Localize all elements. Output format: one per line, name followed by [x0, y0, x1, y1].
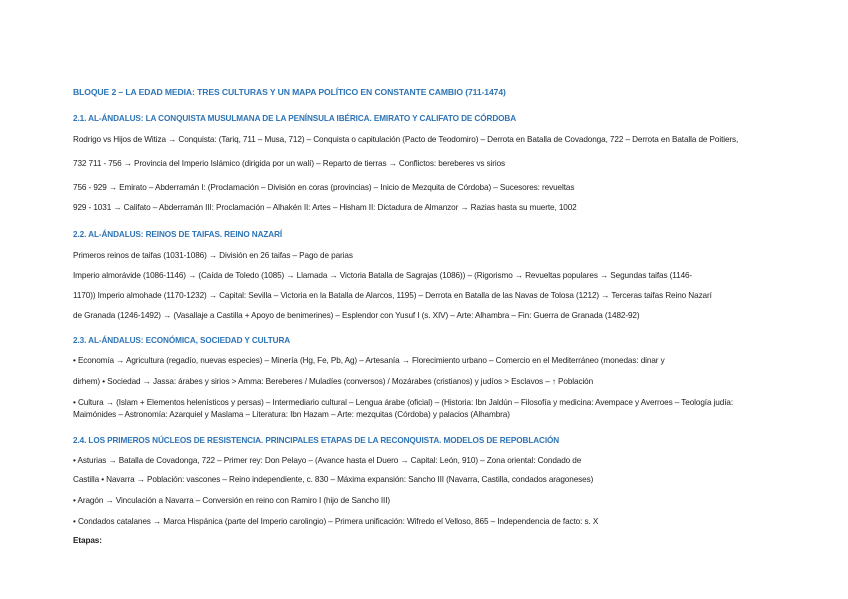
text-line: Primeros reinos de taifas (1031-1086) → División en 26 taifas – Pago de parias — [73, 251, 353, 260]
text-line: • Cultura → (Islam + Elementos helenísticos y persas) – Intermediario cultural – Lengua árabe (oficial) – (Historia: Ibn Jaldún – Filosofía y medicina: Avempace y Averroes – Teología judía: — [73, 398, 734, 407]
text-line: 756 - 929 → Emirato – Abderramán I: (Proclamación – División en coras (provincias) – Inicio de Mezquita de Córdoba) – Sucesores: revueltas — [73, 183, 575, 192]
text-line: de Granada (1246-1492) → (Vasallaje a Castilla + Apoyo de benimerines) – Esplendor con Yusuf I (s. XIV) – Arte: Alhambra – Fin: Guerra de Granada (1482-92) — [73, 311, 640, 320]
text-line: • Asturias → Batalla de Covadonga, 722 – Primer rey: Don Pelayo – (Avance hasta el Duero → Capital: León, 910) – Zona oriental: Condado de — [73, 456, 582, 465]
section-heading-2-1: 2.1. AL-ÁNDALUS: LA CONQUISTA MUSULMANA DE LA PENÍNSULA IBÉRICA. EMIRATO Y CALIFATO DE CÓRDOBA — [73, 114, 517, 123]
section-heading-2-2: 2.2. AL-ÁNDALUS: REINOS DE TAIFAS. REINO NAZARÍ — [73, 230, 283, 239]
text-line: Castilla • Navarra → Población: vascones – Reino independiente, c. 830 – Máxima expansión: Sancho III (Navarra, Castilla, condados aragoneses) — [73, 475, 594, 484]
text-line: 732 711 - 756 → Provincia del Imperio Islámico (dirigida por un walí) – Reparto de tierras → Conflictos: bereberes vs sirios — [73, 159, 506, 168]
document-title: BLOQUE 2 – LA EDAD MEDIA: TRES CULTURAS Y UN MAPA POLÍTICO EN CONSTANTE CAMBIO (711-1474) — [73, 87, 506, 97]
text-line: dirhem) • Sociedad → Jassa: árabes y sirios > Amma: Bereberes / Muladíes (conversos) / Mozárabes (cristianos) y judíos > Esclavos – ↑ Población — [73, 377, 594, 386]
section-heading-2-4: 2.4. LOS PRIMEROS NÚCLEOS DE RESISTENCIA. PRINCIPALES ETAPAS DE LA RECONQUISTA. MODELOS DE REPOBLACIÓN — [73, 436, 560, 445]
text-line: Rodrigo vs Hijos de Witiza → Conquista: (Tariq, 711 – Musa, 712) – Conquista o capitulación (Pacto de Teodomiro) – Derrota en Batalla de Covadonga, 722 – Derrota en Batalla de Poitiers, — [73, 135, 739, 144]
text-line: Imperio almorávide (1086-1146) → (Caída de Toledo (1085) → Llamada → Victoria Batalla de Sagrajas (1086)) – (Rigorismo → Revueltas populares → Segundas taifas (1146- — [73, 271, 693, 280]
text-line: • Aragón → Vinculación a Navarra – Conversión en reino con Ramiro I (hijo de Sancho III) — [73, 496, 391, 505]
text-line: Maimónides – Astronomía: Azarquiel y Maslama – Literatura: Ibn Hazam – Arte: mezquitas (Córdoba) y palacios (Alhambra) — [73, 410, 510, 419]
text-line: 929 - 1031 → Califato – Abderramán III: Proclamación – Alhakén II: Artes – Hisham II: Dictadura de Almanzor → Razias hasta su muerte, 1002 — [73, 203, 577, 212]
text-line: • Condados catalanes → Marca Hispánica (parte del Imperio carolingio) – Primera unificación: Wifredo el Velloso, 865 – Independencia de facto: s. X — [73, 517, 599, 526]
text-line: • Economía → Agricultura (regadío, nuevas especies) – Minería (Hg, Fe, Pb, Ag) – Artesanía → Florecimiento urbano – Comercio en el Mediterráneo (monedas: dinar y — [73, 356, 665, 365]
etapas-label: Etapas: — [73, 536, 102, 545]
section-heading-2-3: 2.3. AL-ÁNDALUS: ECONÓMICA, SOCIEDAD Y CULTURA — [73, 336, 291, 345]
text-line: 1170)) Imperio almohade (1170-1232) → Capital: Sevilla – Victoria en la Batalla de Alarcos, 1195) – Derrota en Batalla de las Navas de Tolosa (1212) → Terceras taifas Reino Nazarí — [73, 291, 712, 300]
